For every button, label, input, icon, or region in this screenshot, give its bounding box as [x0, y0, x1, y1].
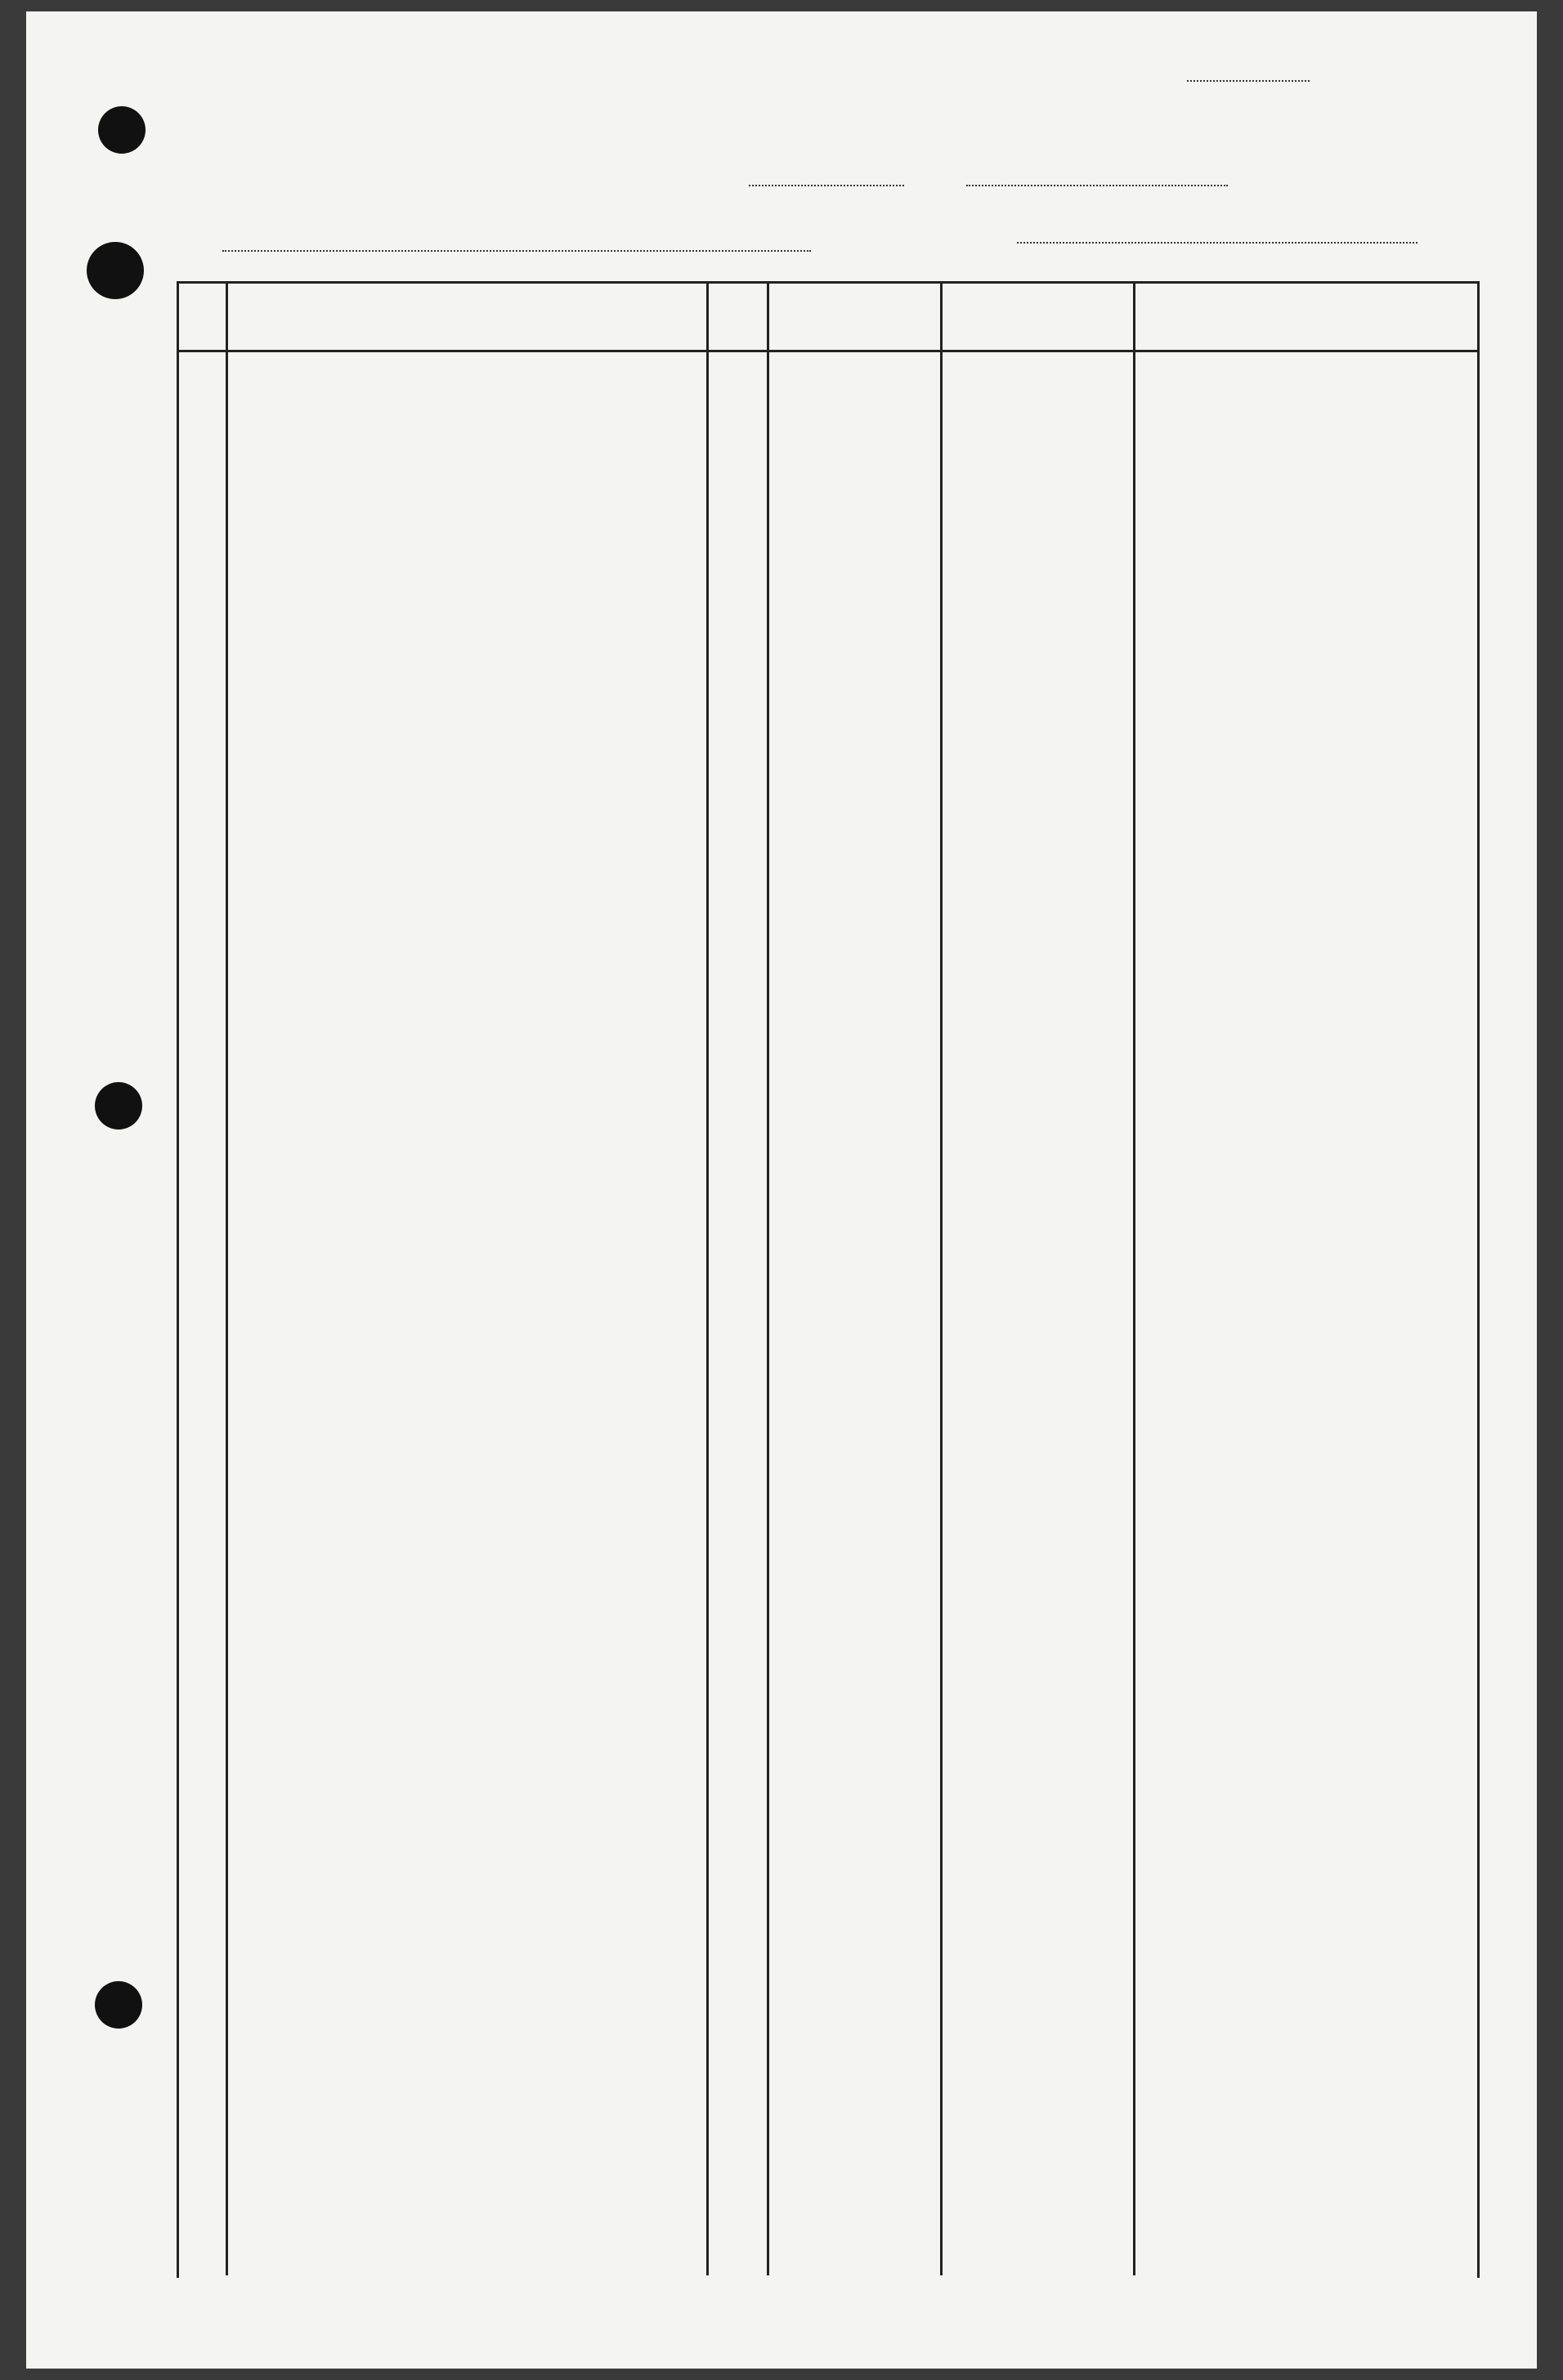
punch-hole	[87, 242, 144, 299]
document-page	[26, 11, 1537, 2369]
arrival-underline	[1017, 242, 1417, 244]
list-no-dotline	[1187, 80, 1310, 82]
passenger-table	[177, 281, 1480, 2278]
vessel-underline	[222, 250, 811, 252]
col-divider	[1133, 281, 1135, 2275]
punch-hole	[98, 106, 146, 154]
from-underline	[966, 185, 1228, 186]
table-header-divider	[177, 350, 1480, 352]
col-divider	[226, 281, 228, 2275]
punch-hole	[95, 1082, 142, 1130]
class-underline	[749, 185, 904, 186]
col-divider	[706, 281, 709, 2275]
col-divider	[940, 281, 943, 2275]
punch-hole	[95, 1981, 142, 2029]
col-divider	[767, 281, 769, 2275]
